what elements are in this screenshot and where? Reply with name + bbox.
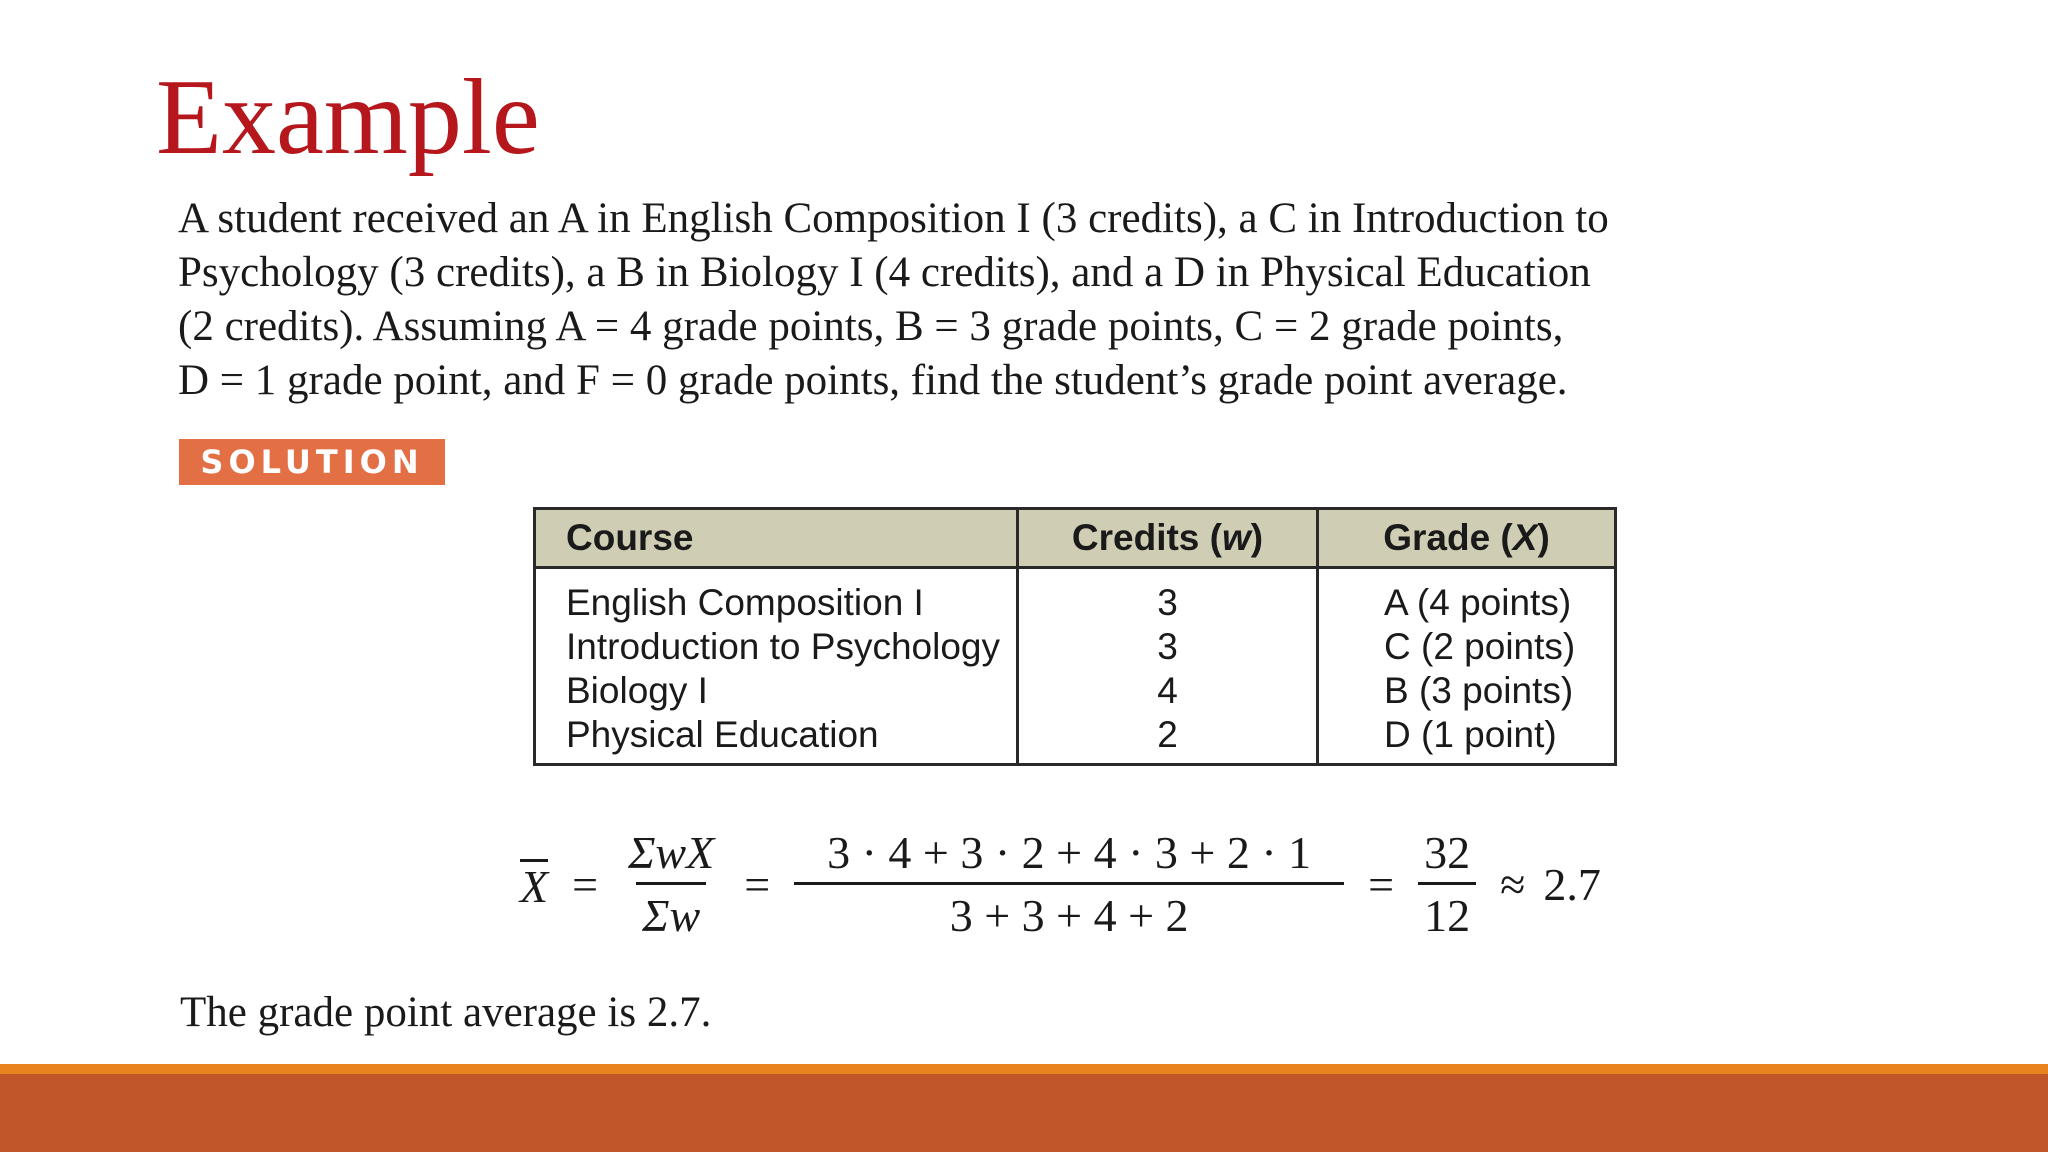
weighted-mean-fraction [622,826,720,941]
problem-line: D = 1 grade point, and F = 0 grade points, find the student’s grade point average. [178,357,1568,404]
approx-sign: ≈ [1500,858,1526,910]
x-bar-symbol: X [520,860,549,912]
header-credits: Credits ( w ) [1019,510,1319,566]
table-cell-credits: 2 [1157,714,1178,755]
fraction-numerator: 3 · 4 + 3 · 2 + 4 · 3 + 2 · 1 [827,826,1312,878]
fraction-numerator: 32 [1424,826,1471,878]
table-body [536,569,1614,763]
solution-badge: SOLUTION [179,439,445,485]
table-cell-credits: 4 [1157,670,1178,711]
equals-sign: = [1368,858,1395,910]
grade-column [1319,569,1614,763]
table-cell-grade: B (3 points) [1384,670,1574,711]
problem-statement [178,192,1898,408]
header-grade: Grade ( X ) [1383,517,1550,558]
credits-column [1019,569,1319,763]
fraction-numerator: ΣwX [628,826,715,878]
substitution-fraction [794,826,1344,941]
table-cell-credits: 3 [1157,582,1178,623]
formula-result: 2.7 [1543,858,1601,910]
problem-line: A student received an A in English Composition I (3 credits), a C in Introduction to [178,195,1609,242]
course-column [536,569,1019,763]
table-cell-grade: D (1 point) [1384,714,1557,755]
table-cell-grade: C (2 points) [1384,626,1576,667]
conclusion-text: The grade point average is 2.7. [180,989,712,1036]
equals-sign: = [572,858,599,910]
result-fraction [1418,826,1476,941]
fraction-denominator: 12 [1418,882,1476,939]
table-cell-course: Physical Education [566,714,879,755]
gpa-formula [520,824,1601,944]
problem-line: (2 credits). Assuming A = 4 grade points, B = 3 grade points, C = 2 grade points, [178,303,1564,350]
footer-accent-line [0,1064,2048,1074]
problem-line: Psychology (3 credits), a B in Biology I (4 credits), and a D in Physical Education [178,249,1591,296]
table-cell-course: Biology I [566,670,708,711]
fraction-denominator: Σw [636,882,706,939]
equals-sign: = [744,858,771,910]
table-cell-course: Introduction to Psychology [566,626,1000,667]
grade-table [533,507,1617,766]
table-header-row [536,510,1614,569]
slide-title: Example [156,58,540,177]
fraction-denominator: 3 + 3 + 4 + 2 [794,882,1344,939]
table-cell-credits: 3 [1157,626,1178,667]
table-cell-grade: A (4 points) [1384,582,1572,623]
table-cell-course: English Composition I [566,582,924,623]
footer-bar [0,1074,2048,1152]
header-course: Course [536,510,1019,566]
